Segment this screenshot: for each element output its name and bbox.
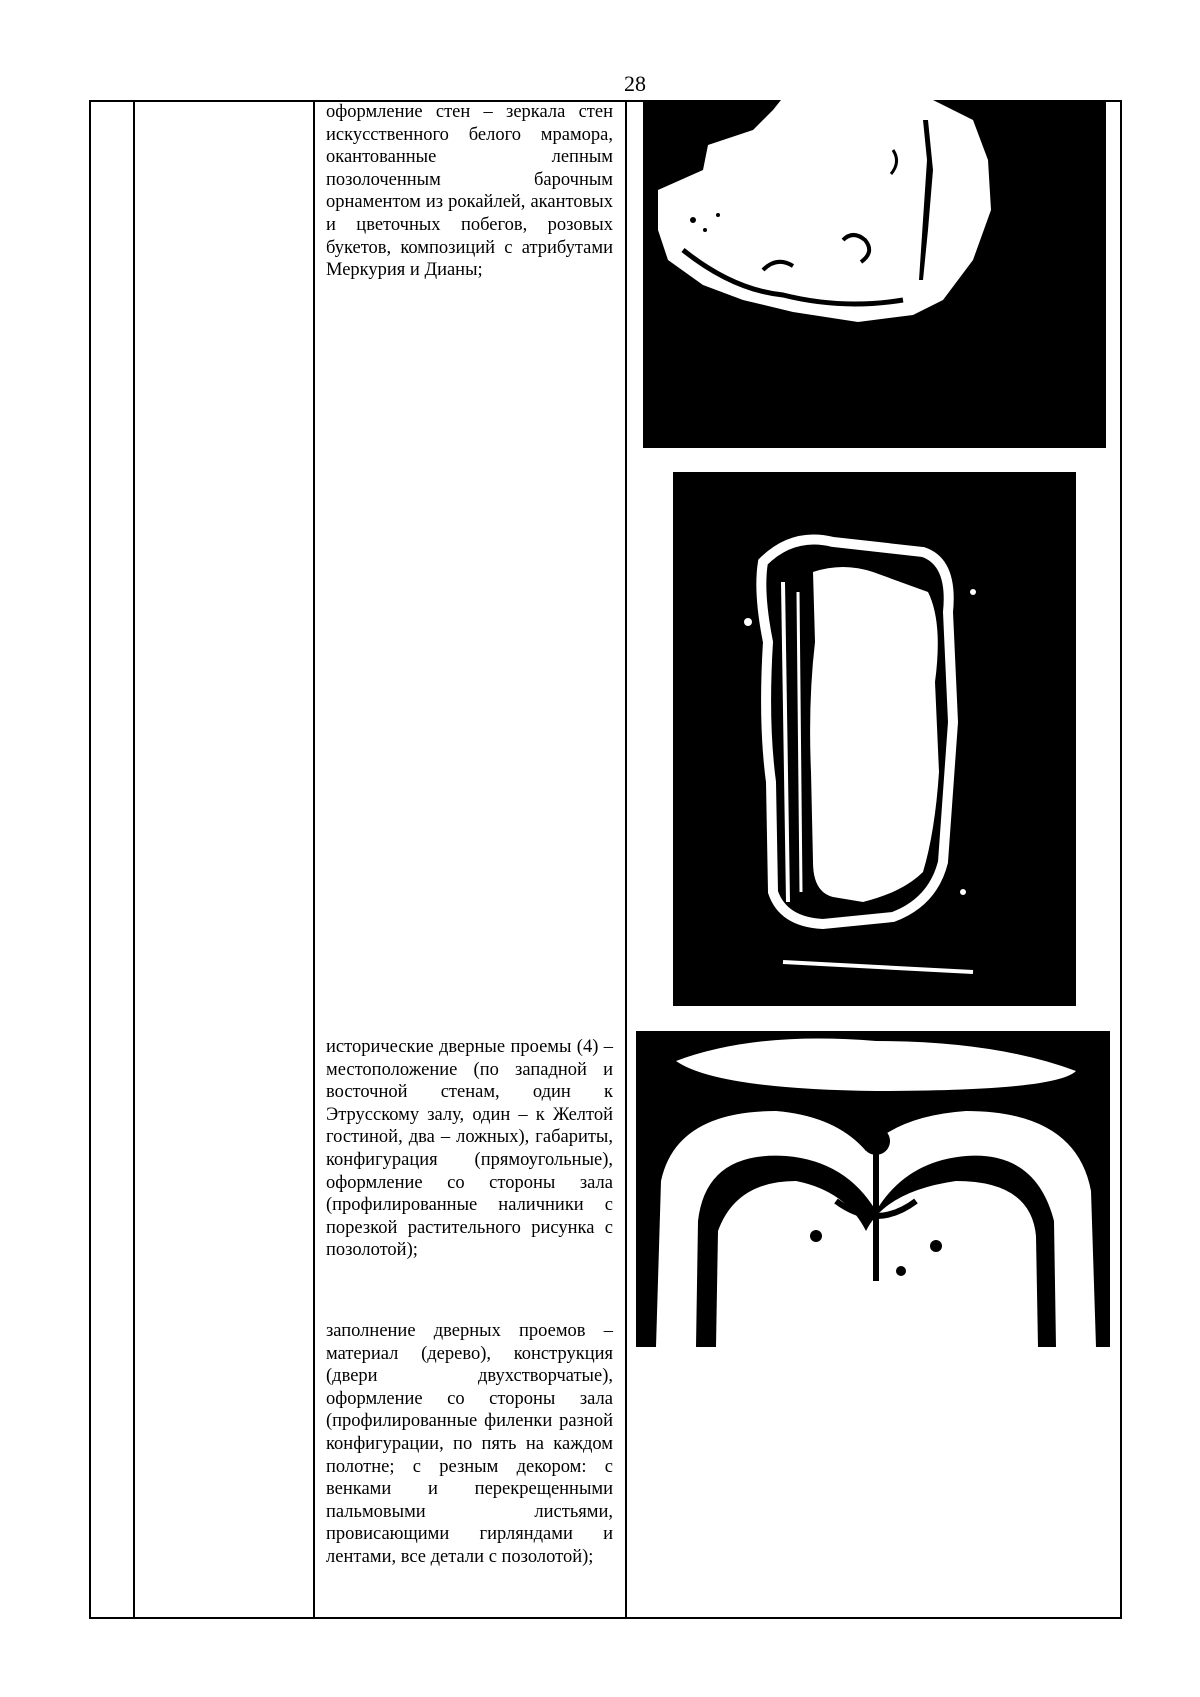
photo-wall-mirror-top-image [643, 100, 1106, 448]
description-text: оформление стен – зеркала стен искусственного белого мрамора, окантованные лепным позолоченным барочным орнаментом из рокайлей, акантовых и цветочных побегов, розовых букетов, композиций с атрибутами Меркурия и Дианы; [326, 102, 613, 281]
column-divider-4 [625, 100, 627, 1619]
description-wall-decoration [326, 101, 613, 282]
description-text: исторические дверные проемы (4) – местоположение (по западной и восточной стенам, один к Этрусскому залу, один – к Желтой гостиной, два – ложных), габариты, конфигурация (прямоугольные), оформление со стороны зала (профилированные наличники с порезкой растительного рисунка с позолотой); [326, 1037, 613, 1261]
column-divider-3 [313, 100, 315, 1619]
description-door-openings [326, 1036, 613, 1262]
table-bottom-border [91, 1617, 1120, 1619]
photo-wall-mirror-frame-image [673, 472, 1076, 1006]
description-door-fillings [326, 1320, 613, 1569]
photo-wall-mirror-top [643, 100, 1106, 448]
page-number: 28 [624, 71, 646, 96]
description-text: заполнение дверных проемов – материал (дерево), конструкция (двери двухстворчатые), оформление со стороны зала (профилированные филенки разной конфигурации, по пять на каждом полотне; с резным декором: с венками и перекрещенными пальмовыми листьями, провисающими гирляндами и лентами, все детали с позолотой); [326, 1321, 613, 1567]
photo-wall-mirror-frame [673, 472, 1076, 1006]
column-divider-1 [89, 100, 91, 1619]
photo-door-ornament [636, 1031, 1110, 1347]
column-divider-5 [1120, 100, 1122, 1619]
photo-door-ornament-image [636, 1031, 1110, 1347]
column-divider-2 [133, 100, 135, 1619]
